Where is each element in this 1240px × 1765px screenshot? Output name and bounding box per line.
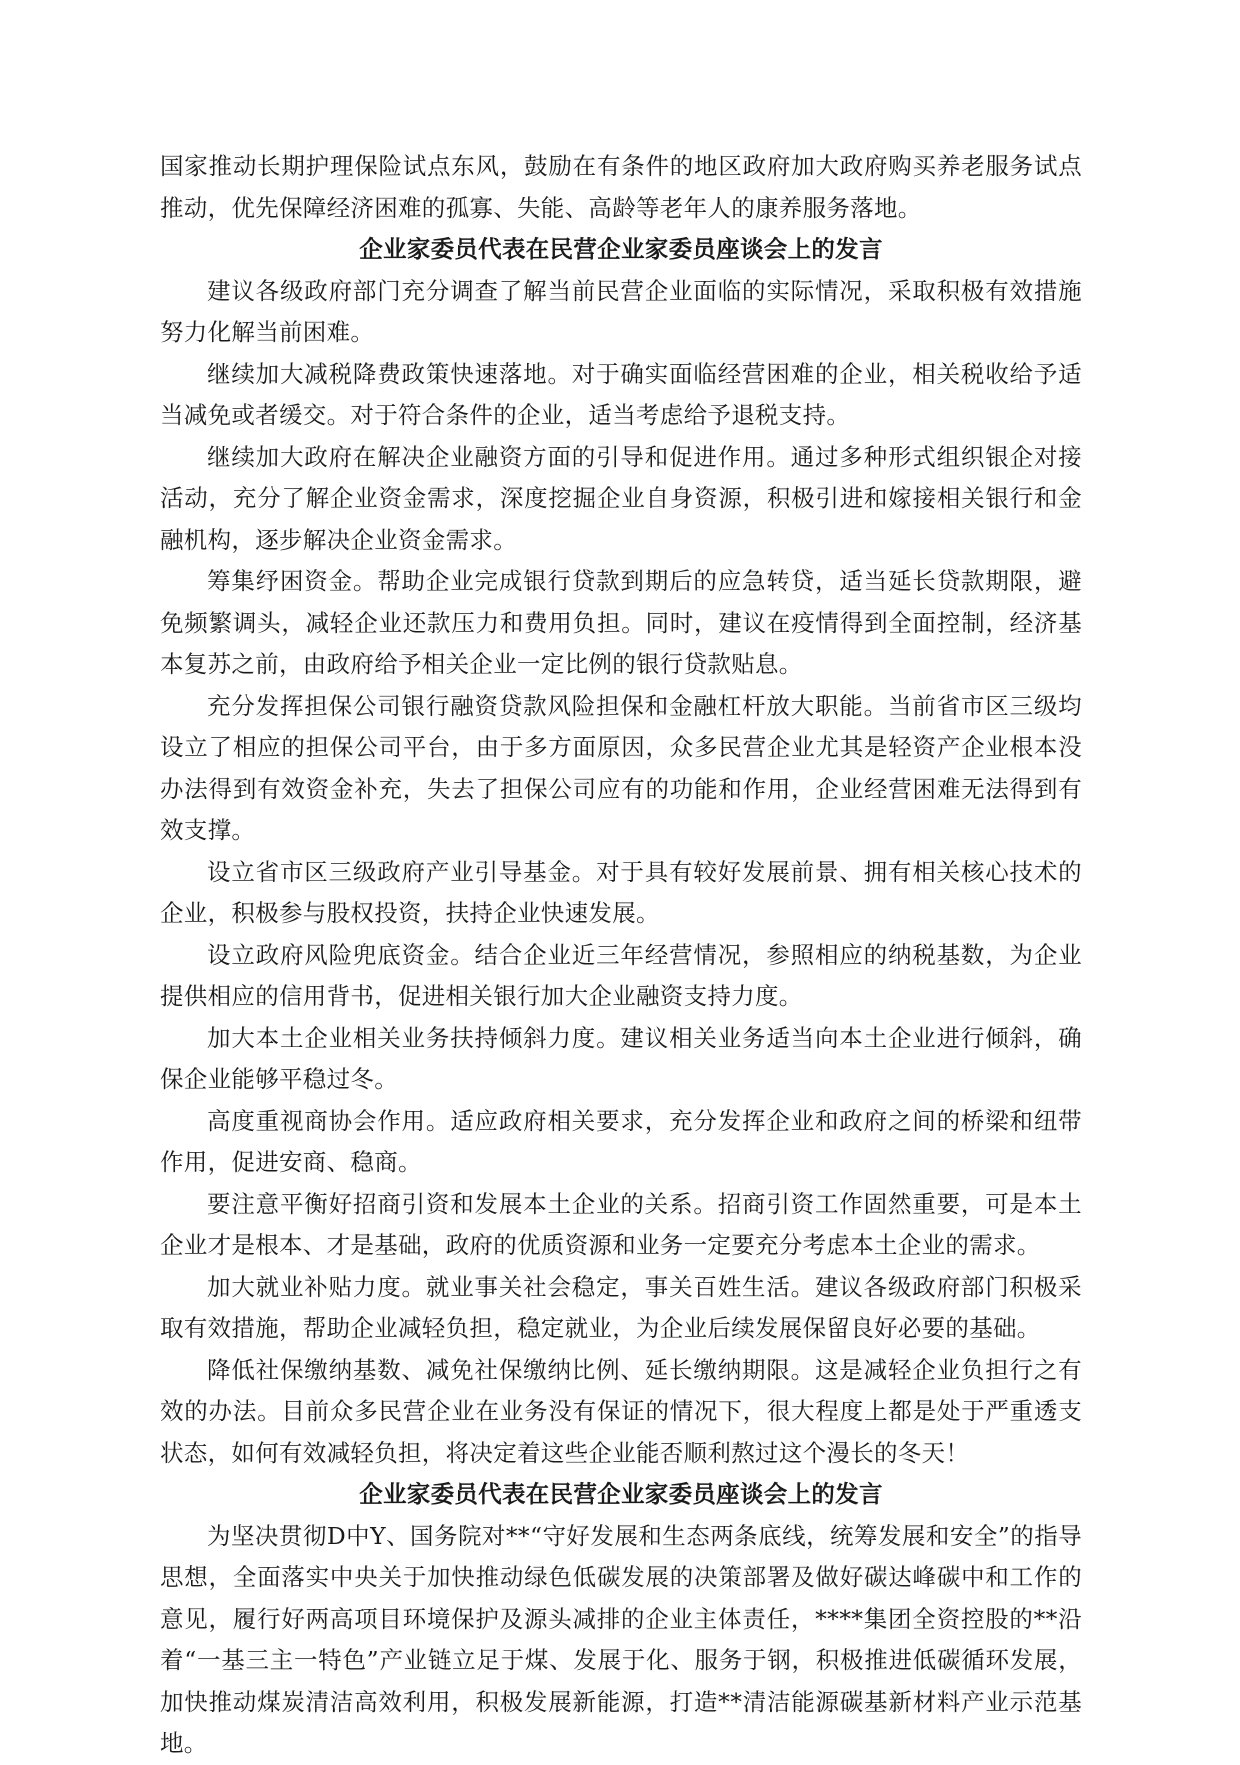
document-page [160, 146, 1082, 1765]
body-paragraph: 设立省市区三级政府产业引导基金。对于具有较好发展前景、拥有相关核心技术的企业，积极参与股权投资，扶持企业快速发展。 [160, 857, 1082, 927]
continuation-paragraph: 国家推动长期护理保险试点东风，鼓励在有条件的地区政府加大政府购买养老服务试点推动，优先保障经济困难的孤寡、失能、高龄等老年人的康养服务落地。 [160, 152, 1082, 222]
body-paragraph: 加大本土企业相关业务扶持倾斜力度。建议相关业务适当向本土企业进行倾斜，确保企业能够平稳过冬。 [160, 1023, 1082, 1093]
body-paragraph: 继续加大政府在解决企业融资方面的引导和促进作用。通过多种形式组织银企对接活动，充分了解企业资金需求，深度挖掘企业自身资源，积极引进和嫁接相关银行和金融机构，逐步解决企业资金需求。 [160, 442, 1082, 554]
body-paragraph: 加大就业补贴力度。就业事关社会稳定，事关百姓生活。建议各级政府部门积极采取有效措施，帮助企业减轻负担，稳定就业，为企业后续发展保留良好必要的基础。 [160, 1272, 1082, 1342]
body-paragraph: 继续加大减税降费政策快速落地。对于确实面临经营困难的企业，相关税收给予适当减免或者缓交。对于符合条件的企业，适当考虑给予退税支持。 [160, 359, 1082, 429]
section-heading: 企业家委员代表在民营企业家委员座谈会上的发言 [359, 1480, 883, 1508]
body-paragraph: 筹集纾困资金。帮助企业完成银行贷款到期后的应急转贷，适当延长贷款期限，避免频繁调头，减轻企业还款压力和费用负担。同时，建议在疫情得到全面控制，经济基本复苏之前，由政府给予相关企业一定比例的银行贷款贴息。 [160, 567, 1082, 678]
section-heading: 企业家委员代表在民营企业家委员座谈会上的发言 [359, 235, 883, 263]
body-paragraph: 高度重视商协会作用。适应政府相关要求，充分发挥企业和政府之间的桥梁和纽带作用，促进安商、稳商。 [160, 1106, 1082, 1176]
body-paragraph: 设立政府风险兜底资金。结合企业近三年经营情况，参照相应的纳税基数，为企业提供相应的信用背书，促进相关银行加大企业融资支持力度。 [160, 940, 1082, 1010]
body-paragraph: 为坚决贯彻D中Y、国务院对**“守好发展和生态两条底线，统筹发展和安全”的指导思想，全面落实中央关于加快推动绿色低碳发展的决策部署及做好碳达峰碳中和工作的意见，履行好两高项目环境保护及源头减排的企业主体责任，****集团全资控股的**沿着“一基三主一特色”产业链立足于煤、发展于化、服务于钢，积极推进低碳循环发展，加快推动煤炭清洁高效利用，积极发展新能源，打造**清洁能源碳基新材料产业示范基地。 [160, 1521, 1082, 1757]
body-paragraph: 充分发挥担保公司银行融资贷款风险担保和金融杠杆放大职能。当前省市区三级均设立了相应的担保公司平台，由于多方面原因，众多民营企业尤其是轻资产企业根本没办法得到有效资金补充，失去了担保公司应有的功能和作用，企业经营困难无法得到有效支撑。 [160, 691, 1082, 844]
body-paragraph: 降低社保缴纳基数、减免社保缴纳比例、延长缴纳期限。这是减轻企业负担行之有效的办法。目前众多民营企业在业务没有保证的情况下，很大程度上都是处于严重透支状态，如何有效减轻负担，将决定着这些企业能否顺利熬过这个漫长的冬天！ [160, 1355, 1082, 1467]
body-paragraph: 要注意平衡好招商引资和发展本土企业的关系。招商引资工作固然重要，可是本土企业才是根本、才是基础，政府的优质资源和业务一定要充分考虑本土企业的需求。 [160, 1189, 1082, 1259]
body-paragraph: 建议各级政府部门充分调查了解当前民营企业面临的实际情况，采取积极有效措施努力化解当前困难。 [160, 276, 1082, 346]
